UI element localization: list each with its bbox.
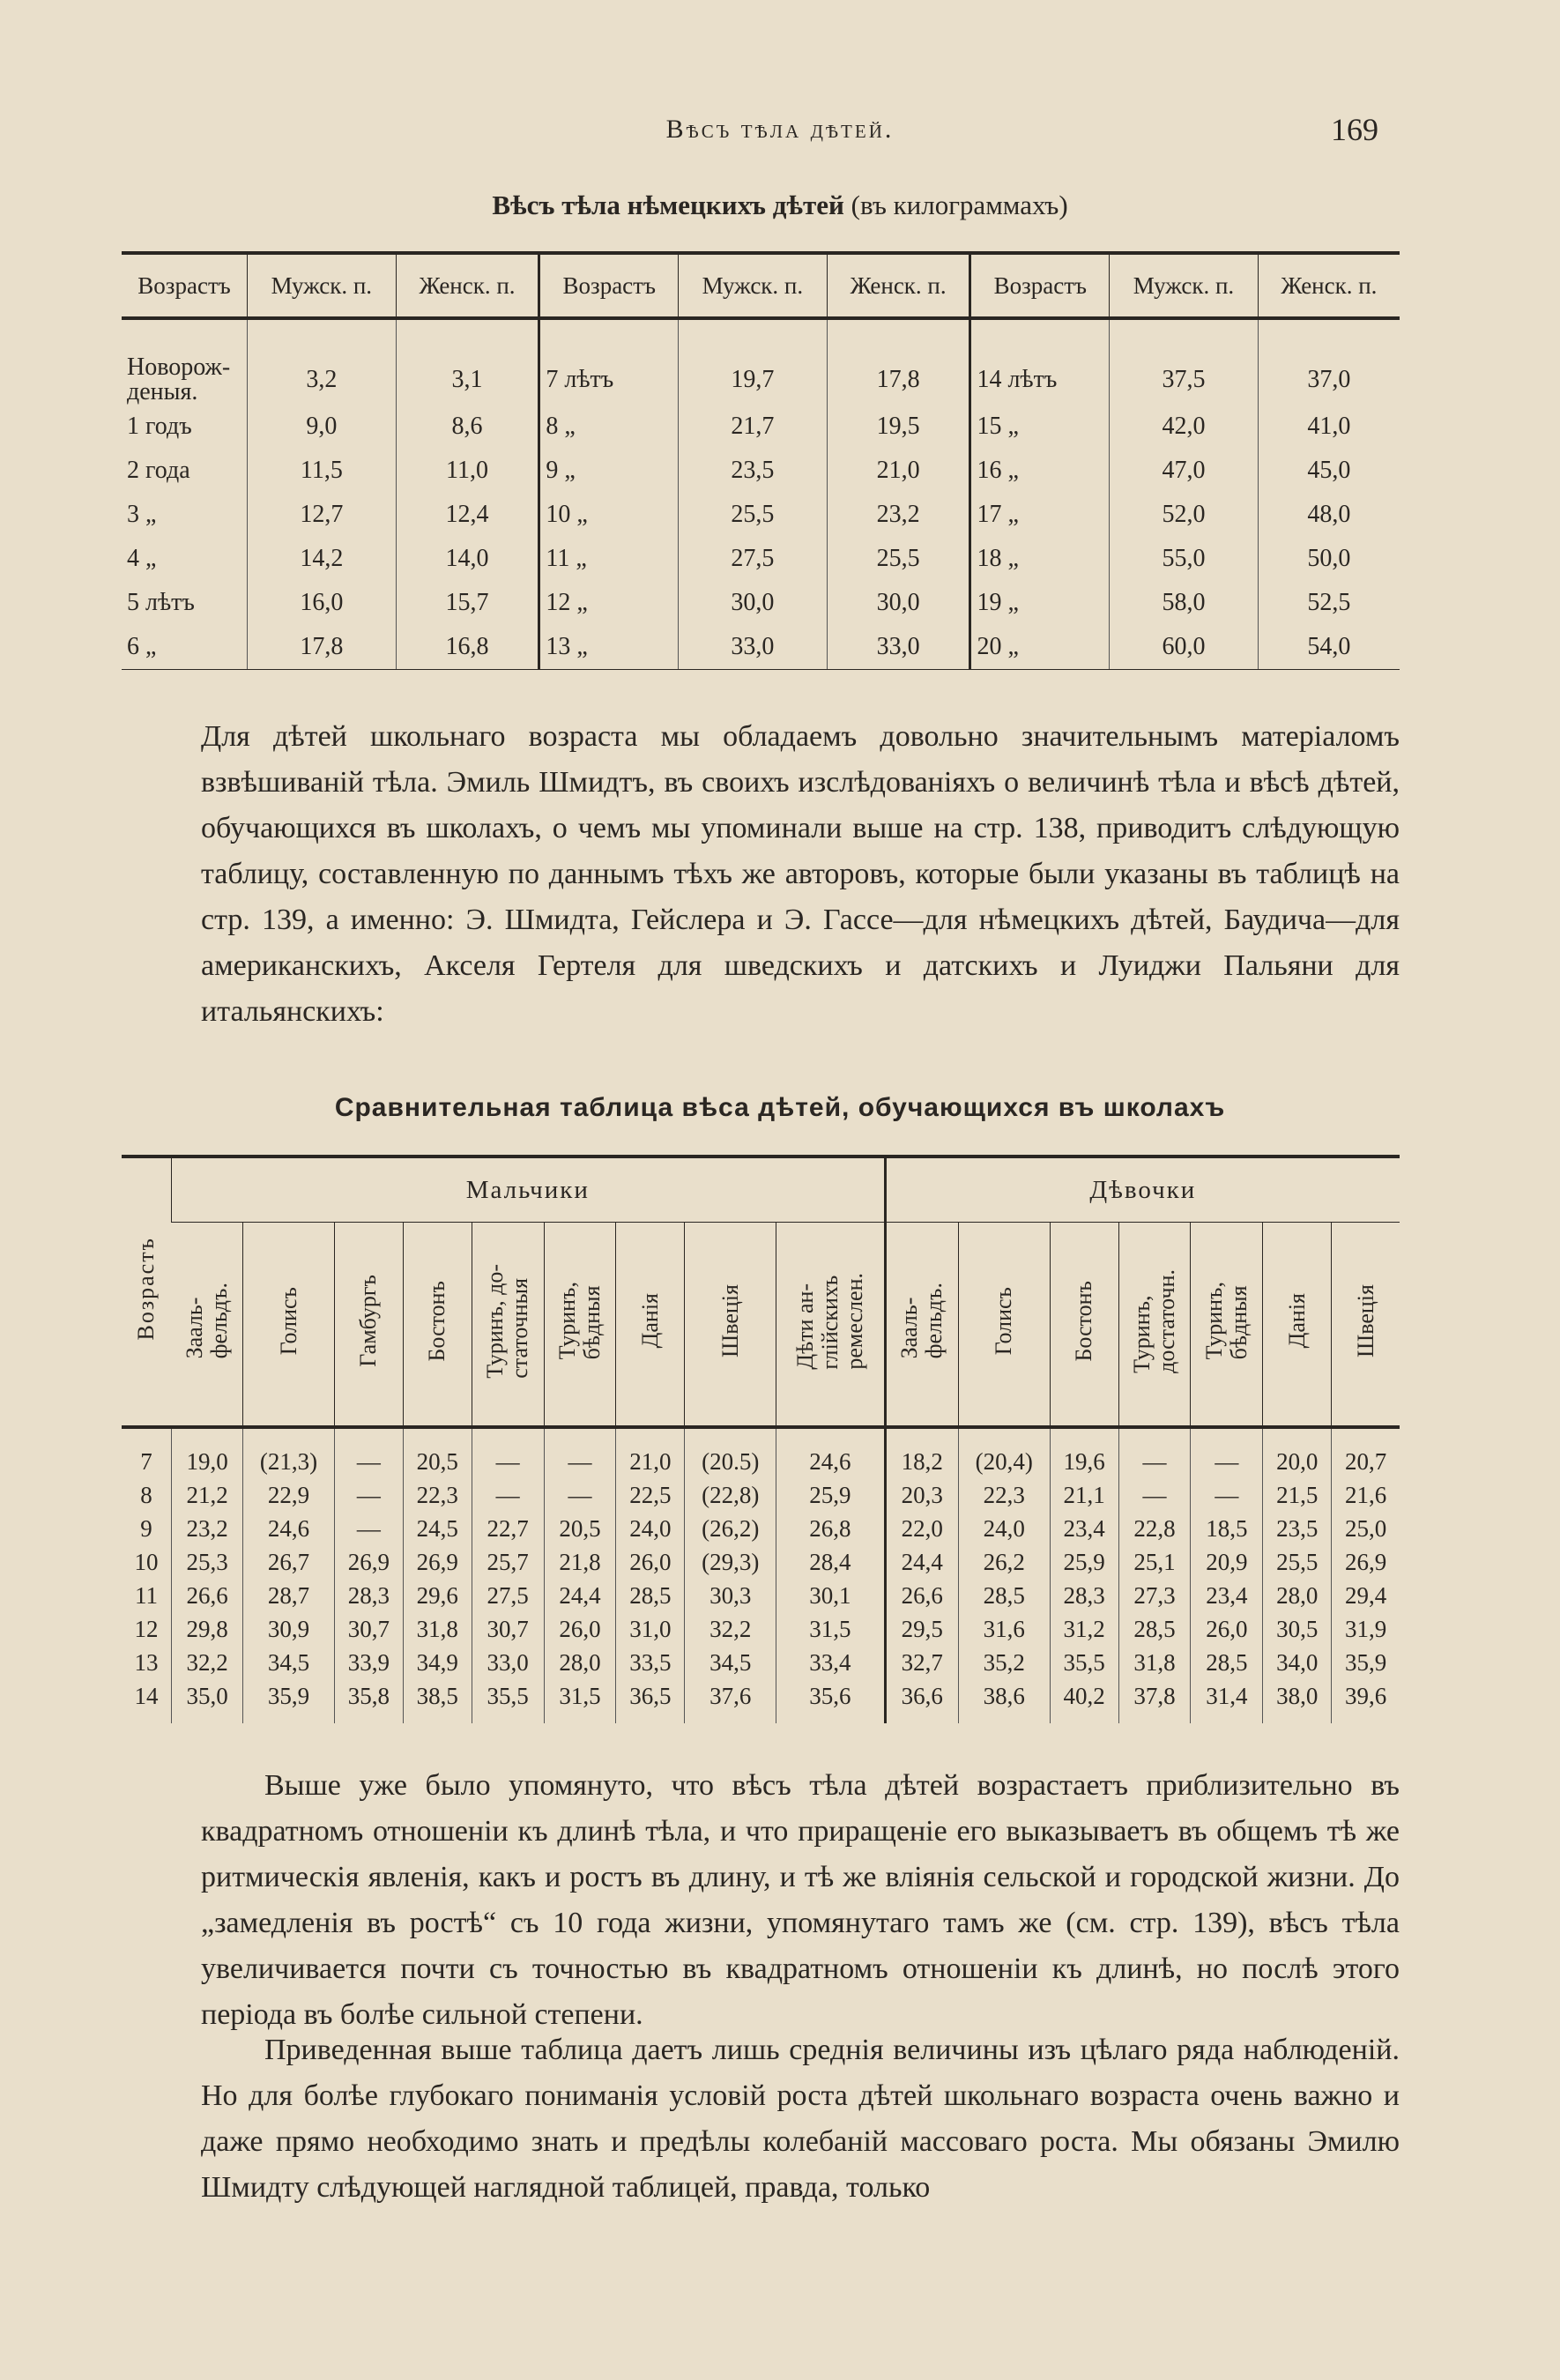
table-cell: 11,0 [396, 449, 539, 493]
table-cell: 29,4 [1332, 1579, 1400, 1612]
table-cell: 17 „ [970, 493, 1110, 537]
table-cell: 35,2 [958, 1646, 1050, 1679]
table1-title-bold: Вѣсъ тѣла нѣмецкихъ дѣтей [492, 190, 844, 220]
table-cell: 26,9 [403, 1545, 472, 1579]
table-cell: 21,0 [616, 1427, 685, 1478]
table-cell: 33,4 [776, 1646, 886, 1679]
table-row [122, 1512, 1400, 1545]
girls-col-header: Бостонъ [1050, 1223, 1118, 1428]
table-cell: 60,0 [1110, 625, 1259, 670]
table-cell: 25,5 [679, 493, 828, 537]
age-cell: 14 [134, 1682, 159, 1709]
german-children-weight-table [122, 251, 1400, 670]
table1-title [0, 190, 1560, 221]
table-cell: 26,0 [1191, 1612, 1263, 1646]
table-cell: 26,6 [172, 1579, 243, 1612]
table-cell: 30,3 [685, 1579, 776, 1612]
table-cell: 16 „ [970, 449, 1110, 493]
table-cell: 48,0 [1258, 493, 1400, 537]
girls-col-header: Данія [1263, 1223, 1332, 1428]
boys-col-header: Данія [616, 1223, 685, 1428]
table-cell: 26,7 [243, 1545, 335, 1579]
girls-col-header: Туринъ, достаточн. [1118, 1223, 1191, 1428]
running-head: Вѣсъ тѣла дѣтей. [665, 115, 895, 144]
table-cell: 14 лѣтъ [970, 318, 1110, 405]
table-cell: 9,0 [248, 405, 397, 449]
table-cell: 25,5 [827, 537, 970, 581]
table-cell: 20,5 [544, 1512, 616, 1545]
table-cell: 28,7 [243, 1579, 335, 1612]
table-row [122, 405, 1400, 449]
table-cell: 40,2 [1050, 1679, 1118, 1723]
table-cell: 33,5 [616, 1646, 685, 1679]
table-cell: 22,7 [472, 1512, 544, 1545]
page-number: 169 [1331, 112, 1378, 147]
boys-col-header: Зааль- фельдъ. [172, 1223, 243, 1428]
table-cell: 21,1 [1050, 1478, 1118, 1512]
table-cell: 19,5 [827, 405, 970, 449]
table-cell: 26,0 [544, 1612, 616, 1646]
table-cell: 2 года [127, 457, 190, 484]
age-cell: 7 [140, 1447, 152, 1475]
table-cell: — [544, 1427, 616, 1478]
table-cell: 26,2 [958, 1545, 1050, 1579]
table-cell: 35,5 [472, 1679, 544, 1723]
table-cell: 3 „ [127, 501, 157, 528]
table-cell: 22,3 [403, 1478, 472, 1512]
table-cell: — [1118, 1478, 1191, 1512]
table-cell: 35,6 [776, 1679, 886, 1723]
table-cell: 11,5 [248, 449, 397, 493]
table-cell: 55,0 [1110, 537, 1259, 581]
table-cell: (20.5) [685, 1427, 776, 1478]
table-row [122, 1612, 1400, 1646]
table-cell: (26,2) [685, 1512, 776, 1545]
table-cell: 17,8 [248, 625, 397, 670]
table-cell: 30,5 [1263, 1612, 1332, 1646]
table-cell: 29,8 [172, 1612, 243, 1646]
table-cell: 6 „ [122, 625, 248, 670]
table-cell: 31,2 [1050, 1612, 1118, 1646]
table-cell: 24,6 [776, 1427, 886, 1478]
table-row [122, 1478, 1400, 1512]
table-cell: — [334, 1512, 403, 1545]
age-cell: 11 [135, 1581, 158, 1609]
girls-group-header: Дѣвочки [885, 1157, 1400, 1223]
table-cell: 39,6 [1332, 1679, 1400, 1723]
table-cell: 23,2 [827, 493, 970, 537]
table-cell: 19 „ [970, 581, 1110, 625]
table-cell: (20,4) [958, 1427, 1050, 1478]
table-row [122, 318, 1400, 405]
table-cell: 33,0 [679, 625, 828, 670]
table-cell: 37,0 [1258, 318, 1400, 405]
table-cell: 30,7 [472, 1612, 544, 1646]
table-cell: 20,9 [1191, 1545, 1263, 1579]
table-cell: 25,9 [1050, 1545, 1118, 1579]
table-cell: — [472, 1478, 544, 1512]
table-cell: 26,9 [334, 1545, 403, 1579]
table-cell: 31,4 [1191, 1679, 1263, 1723]
table-cell: 45,0 [1258, 449, 1400, 493]
table-cell: 21,8 [544, 1545, 616, 1579]
t1-col-header: Мужск. п. [248, 253, 397, 318]
table-cell: 25,3 [172, 1545, 243, 1579]
table-cell: 26,6 [885, 1579, 958, 1612]
table-cell: 28,4 [776, 1545, 886, 1579]
girls-col-header: Голисъ [958, 1223, 1050, 1428]
table-cell: (29,3) [685, 1545, 776, 1579]
girls-col-header: Туринъ, бѣдныя [1191, 1223, 1263, 1428]
table-cell: 34,9 [403, 1646, 472, 1679]
table-cell: — [544, 1478, 616, 1512]
table-cell: 8,6 [396, 405, 539, 449]
t1-col-header: Мужск. п. [679, 253, 828, 318]
table-row [122, 581, 1400, 625]
table-cell: 24,0 [616, 1512, 685, 1545]
table-cell: — [1191, 1427, 1263, 1478]
table-cell: 20,3 [885, 1478, 958, 1512]
table-cell: 20 „ [970, 625, 1110, 670]
table-cell: 20,0 [1263, 1427, 1332, 1478]
table-cell: 12,4 [396, 493, 539, 537]
table-cell: 11 „ [539, 537, 679, 581]
table-cell: 31,9 [1332, 1612, 1400, 1646]
table-cell: 34,0 [1263, 1646, 1332, 1679]
table-cell: 23,4 [1050, 1512, 1118, 1545]
table-cell: 15 „ [970, 405, 1110, 449]
girls-col-header: Зааль- фельдъ. [885, 1223, 958, 1428]
table-cell: 33,9 [334, 1646, 403, 1679]
table-cell: 23,2 [172, 1512, 243, 1545]
table-cell: 18 „ [970, 537, 1110, 581]
table-row [122, 1646, 1400, 1679]
table-cell: 24,5 [403, 1512, 472, 1545]
paragraph-1: Для дѣтей школьнаго возраста мы обладаемъ довольно значительнымъ матеріаломъ взвѣшиваній тѣла. Эмиль Шмидтъ, въ своихъ изслѣдованіяхъ о величинѣ тѣла и вѣсѣ дѣтей, обучающихся въ школахъ, о чемъ мы упоминали выше на стр. 138, приводитъ слѣдующую таблицу, составленную по даннымъ тѣхъ же авторовъ, которые были указаны въ таблицѣ на стр. 139, а именно: Э. Шмидта, Гейслера и Э. Гассе—для нѣмецкихъ дѣтей, Баудича—для американскихъ, Акселя Гертеля для шведскихъ и датскихъ и Луиджи Пальяни для итальянскихъ: [201, 720, 1400, 1028]
table-cell: 31,6 [958, 1612, 1050, 1646]
table-cell: 28,5 [1191, 1646, 1263, 1679]
table-cell: 28,5 [958, 1579, 1050, 1612]
table-cell: 34,5 [243, 1646, 335, 1679]
table-row [122, 493, 1400, 537]
table-cell: 22,3 [958, 1478, 1050, 1512]
table-cell: 3,1 [396, 318, 539, 405]
table-cell: 21,2 [172, 1478, 243, 1512]
table-cell: 18,2 [885, 1427, 958, 1478]
age-cell: 9 [140, 1514, 152, 1542]
boys-col-header: Дѣти ан- глійскихъ ремеслен. [776, 1223, 886, 1428]
table-cell: 19,7 [679, 318, 828, 405]
table-row [122, 625, 1400, 670]
table-cell: 35,8 [334, 1679, 403, 1723]
table-cell: 14,0 [396, 537, 539, 581]
table-cell: — [334, 1427, 403, 1478]
table-cell: 28,5 [616, 1579, 685, 1612]
table-cell: 58,0 [1110, 581, 1259, 625]
boys-col-header: Бостонъ [403, 1223, 472, 1428]
table-row [122, 1679, 1400, 1723]
age-cell: 13 [134, 1648, 159, 1676]
table-row [122, 537, 1400, 581]
table-cell: 28,0 [544, 1646, 616, 1679]
table-cell: 37,5 [1110, 318, 1259, 405]
table-cell: 33,0 [472, 1646, 544, 1679]
table-cell: 42,0 [1110, 405, 1259, 449]
table-cell: 23,5 [679, 449, 828, 493]
table-cell: — [472, 1427, 544, 1478]
boys-col-header: Гамбургъ [334, 1223, 403, 1428]
table-cell: 32,2 [172, 1646, 243, 1679]
table-cell: 28,3 [334, 1579, 403, 1612]
table-cell: 35,0 [172, 1679, 243, 1723]
girls-col-header: Швеція [1332, 1223, 1400, 1428]
table-cell: 24,0 [958, 1512, 1050, 1545]
table-cell: (22,8) [685, 1478, 776, 1512]
table-cell: 32,7 [885, 1646, 958, 1679]
table-cell: 31,5 [776, 1612, 886, 1646]
table-cell: 36,6 [885, 1679, 958, 1723]
comparative-weight-table [122, 1155, 1400, 1723]
table1-title-rest: (въ килограммахъ) [843, 190, 1068, 220]
table-cell: 27,3 [1118, 1579, 1191, 1612]
table-cell: 32,2 [685, 1612, 776, 1646]
table-cell: 35,9 [243, 1679, 335, 1723]
table-cell: 38,5 [403, 1679, 472, 1723]
table-cell: 15,7 [396, 581, 539, 625]
age-cell: 8 [140, 1481, 152, 1508]
age-cell: 10 [134, 1548, 159, 1575]
table-cell: 30,0 [827, 581, 970, 625]
table-cell: 47,0 [1110, 449, 1259, 493]
table-cell: 24,4 [544, 1579, 616, 1612]
boys-col-header: Швеція [685, 1223, 776, 1428]
table-cell: 25,1 [1118, 1545, 1191, 1579]
table-row [122, 1427, 1400, 1478]
table-cell: 22,9 [243, 1478, 335, 1512]
table-cell: 54,0 [1258, 625, 1400, 670]
paragraph-3: Приведенная выше таблица даетъ лишь среднія величины изъ цѣлаго ряда наблюденій. Но для болѣе глубокаго пониманія условій роста дѣтей школьнаго возраста очень важно и даже прямо необходимо знать и предѣлы колебаній массоваго роста. Мы обязаны Эмилю Шмидту слѣдующей наглядной таблицей, правда, только [201, 2034, 1400, 2204]
table-cell: 18,5 [1191, 1512, 1263, 1545]
t1-col-header: Женск. п. [827, 253, 970, 318]
table-cell: 31,5 [544, 1679, 616, 1723]
table-cell: 20,7 [1332, 1427, 1400, 1478]
t1-col-header: Мужск. п. [1110, 253, 1259, 318]
table-cell: 25,5 [1263, 1545, 1332, 1579]
table-cell: 30,0 [679, 581, 828, 625]
table-cell: 22,5 [616, 1478, 685, 1512]
table-cell: 33,0 [827, 625, 970, 670]
boys-col-header: Голисъ [243, 1223, 335, 1428]
table-cell: 28,0 [1263, 1579, 1332, 1612]
t1-col-header: Возрастъ [970, 253, 1110, 318]
table-cell: 25,9 [776, 1478, 886, 1512]
table-cell: 23,4 [1191, 1579, 1263, 1612]
table-cell: 36,5 [616, 1679, 685, 1723]
table-cell: 26,8 [776, 1512, 886, 1545]
table-cell: Новорож-деныя. [127, 353, 231, 405]
t1-col-header: Возрастъ [122, 253, 248, 318]
table-cell: 5 лѣтъ [127, 589, 195, 616]
table-cell: 28,3 [1050, 1579, 1118, 1612]
table-cell: 27,5 [679, 537, 828, 581]
table-cell: 25,0 [1332, 1512, 1400, 1545]
table-cell: 30,1 [776, 1579, 886, 1612]
t1-col-header: Женск. п. [1258, 253, 1400, 318]
table-cell: 3,2 [248, 318, 397, 405]
table-cell: 29,6 [403, 1579, 472, 1612]
table-cell: 30,9 [243, 1612, 335, 1646]
table-cell: 28,5 [1118, 1612, 1191, 1646]
table-cell: 38,6 [958, 1679, 1050, 1723]
table-row [122, 1545, 1400, 1579]
table-cell: 19,0 [172, 1427, 243, 1478]
table-cell: 20,5 [403, 1427, 472, 1478]
table-cell: 35,9 [1332, 1646, 1400, 1679]
table-cell: 26,0 [616, 1545, 685, 1579]
t1-col-header: Возрастъ [539, 253, 679, 318]
table-cell: 31,8 [1118, 1646, 1191, 1679]
table-cell: 12,7 [248, 493, 397, 537]
table-cell: 1 годъ [127, 413, 192, 440]
table-cell: 24,4 [885, 1545, 958, 1579]
table-cell: 52,5 [1258, 581, 1400, 625]
table-cell: — [334, 1478, 403, 1512]
table-cell: 22,0 [885, 1512, 958, 1545]
table-cell: 7 лѣтъ [539, 318, 679, 405]
table-cell: 21,0 [827, 449, 970, 493]
table-cell: 50,0 [1258, 537, 1400, 581]
table-cell: 29,5 [885, 1612, 958, 1646]
table-cell: 30,7 [334, 1612, 403, 1646]
table-cell: 26,9 [1332, 1545, 1400, 1579]
table-cell: 17,8 [827, 318, 970, 405]
table2-title: Сравнительная таблица вѣса дѣтей, обучающихся въ школахъ [334, 1093, 1226, 1122]
table-cell: (21,3) [243, 1427, 335, 1478]
table-cell: 25,7 [472, 1545, 544, 1579]
age-header: Возрастъ [122, 1157, 172, 1427]
table-cell: 34,5 [685, 1646, 776, 1679]
table-cell: 27,5 [472, 1579, 544, 1612]
table-cell: 38,0 [1263, 1679, 1332, 1723]
boys-col-header: Туринъ, бѣдныя [544, 1223, 616, 1428]
table-cell: 23,5 [1263, 1512, 1332, 1545]
age-cell: 12 [134, 1615, 159, 1642]
table-cell: 31,0 [616, 1612, 685, 1646]
table-cell: 52,0 [1110, 493, 1259, 537]
table-cell: 21,5 [1263, 1478, 1332, 1512]
table-cell: 12 „ [539, 581, 679, 625]
table-row [122, 449, 1400, 493]
table-cell: 24,6 [243, 1512, 335, 1545]
table-cell: 22,8 [1118, 1512, 1191, 1545]
table-cell: 8 „ [539, 405, 679, 449]
table-cell: 19,6 [1050, 1427, 1118, 1478]
table-cell: 37,8 [1118, 1679, 1191, 1723]
table-cell: 14,2 [248, 537, 397, 581]
table-cell: 41,0 [1258, 405, 1400, 449]
table-cell: 13 „ [539, 625, 679, 670]
table-cell: 21,7 [679, 405, 828, 449]
paragraph-2: Выше уже было упомянуто, что вѣсъ тѣла дѣтей возрастаетъ приблизительно въ квадратномъ отношеніи къ длинѣ тѣла, и что приращеніе его выказываетъ въ общемъ тѣ же ритмическія явленія, какъ и ростъ въ длину, и тѣ же вліянія сельской и городской жизни. До „замедленія въ ростѣ“ съ 10 года жизни, упомянутаго тамъ же (см. стр. 139), вѣсъ тѣла увеличивается почти съ точностью въ квадратномъ отношеніи къ длинѣ, но послѣ этого періода въ болѣе сильной степени. [201, 1769, 1400, 2031]
table-cell: 37,6 [685, 1679, 776, 1723]
t1-col-header: Женск. п. [396, 253, 539, 318]
table-cell: 9 „ [539, 449, 679, 493]
table-cell: 35,5 [1050, 1646, 1118, 1679]
table-cell: — [1118, 1427, 1191, 1478]
table-row [122, 1579, 1400, 1612]
table-cell: 4 „ [127, 545, 157, 572]
table-cell: 31,8 [403, 1612, 472, 1646]
boys-group-header: Мальчики [172, 1157, 886, 1223]
table-cell: 21,6 [1332, 1478, 1400, 1512]
table-cell: 10 „ [539, 493, 679, 537]
table-cell: 16,8 [396, 625, 539, 670]
boys-col-header: Туринъ, до- статочныя [472, 1223, 544, 1428]
table-cell: 16,0 [248, 581, 397, 625]
table-cell: — [1191, 1478, 1263, 1512]
